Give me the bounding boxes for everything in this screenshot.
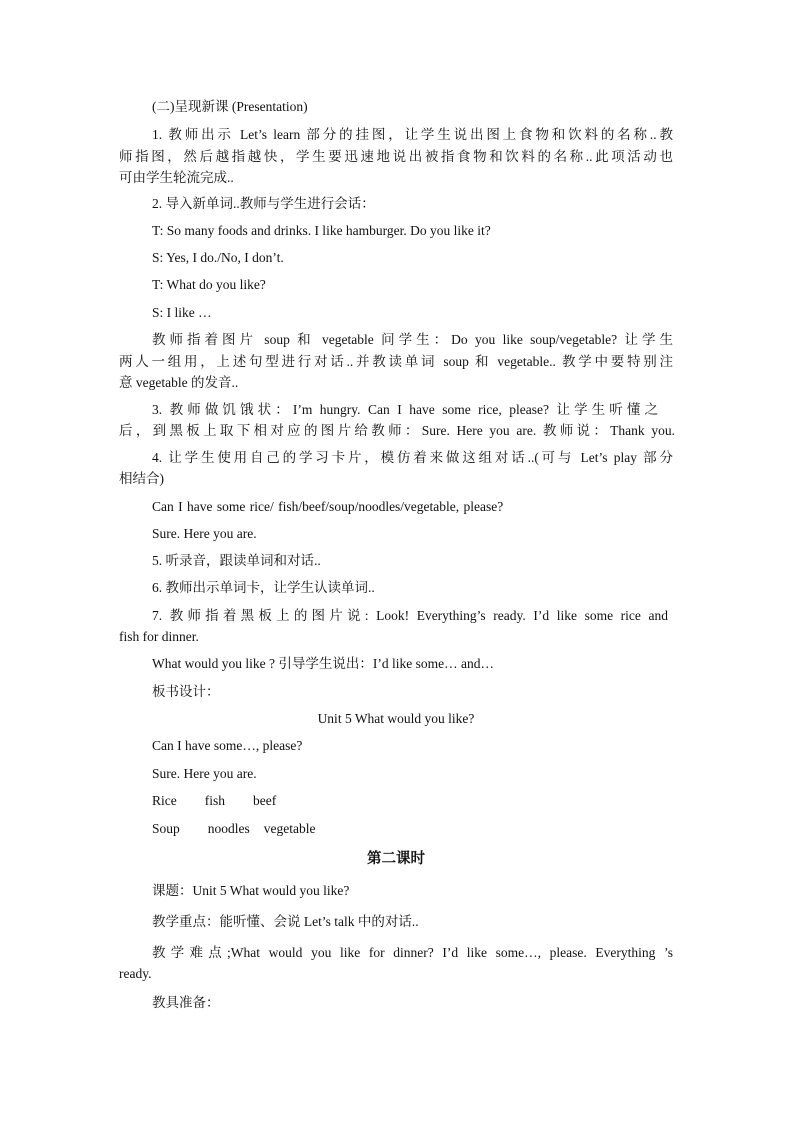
board-word: Soup bbox=[152, 821, 180, 836]
board-design-label: 板书设计： bbox=[152, 684, 220, 699]
paragraph-line: 师指图，然后越指越快，学生要迅速地说出被指食物和饮料的名称..此项活动也 bbox=[119, 149, 673, 164]
board-word: fish bbox=[204, 793, 225, 808]
teaching-aids: 教具准备： bbox=[152, 995, 220, 1010]
board-word: beef bbox=[253, 793, 277, 808]
paragraph-line: 3. 教师做饥饿状：I’m hungry. Can I have some rice, please? 让学生听懂之 bbox=[152, 402, 658, 417]
board-word-row bbox=[152, 792, 276, 810]
difficult-points-cont: ready. bbox=[119, 966, 152, 981]
section-heading: (二)呈现新课 (Presentation) bbox=[152, 99, 308, 114]
board-word: noodles bbox=[207, 821, 250, 836]
paragraph-line: 两人一组用，上述句型进行对话..并教读单词 soup 和 vegetable.. 教学中要特别注 bbox=[119, 354, 673, 369]
paragraph-line: fish for dinner. bbox=[119, 629, 199, 644]
paragraph-line: 意 vegetable 的发音.. bbox=[119, 375, 239, 390]
dialogue-line: S: I like … bbox=[152, 305, 212, 320]
paragraph-line: 1. 教师出示 Let’s learn 部分的挂图，让学生说出图上食物和饮料的名称..教 bbox=[152, 127, 673, 142]
board-word-row bbox=[152, 820, 316, 838]
dialogue-line: S: Yes, I do./No, I don’t. bbox=[152, 250, 284, 265]
key-points: 教学重点：能听懂、会说 Let’s talk 中的对话.. bbox=[152, 914, 419, 929]
lesson-topic: 课题：Unit 5 What would you like? bbox=[152, 883, 350, 898]
paragraph-line: What would you like ? 引导学生说出：I’d like some… and… bbox=[152, 656, 494, 671]
paragraph-line: 7. 教师指着黑板上的图片说: Look! Everything’s ready. I’d like some rice and bbox=[152, 608, 668, 623]
paragraph-line: 5. 听录音，跟读单词和对话.. bbox=[152, 553, 321, 568]
dialogue-line: Can I have some rice/ fish/beef/soup/noodles/vegetable, please? bbox=[152, 499, 504, 514]
paragraph-line: 6. 教师出示单词卡，让学生认读单词.. bbox=[152, 580, 375, 595]
board-title: Unit 5 What would you like? bbox=[317, 711, 475, 726]
paragraph-line: 后，到黑板上取下相对应的图片给教师：Sure. Here you are. 教师说：Thank you. bbox=[119, 423, 675, 438]
paragraph-line: 可由学生轮流完成.. bbox=[119, 170, 234, 185]
paragraph-line: 教师指着图片 soup 和 vegetable 问学生：Do you like soup/vegetable? 让学生 bbox=[152, 332, 673, 347]
board-line: Can I have some…, please? bbox=[152, 738, 303, 753]
lesson-heading: 第二课时 bbox=[367, 851, 425, 867]
dialogue-line: Sure. Here you are. bbox=[152, 526, 257, 541]
paragraph-line: 2. 导入新单词..教师与学生进行会话： bbox=[152, 196, 375, 211]
paragraph-line: 相结合) bbox=[119, 471, 164, 486]
board-word: vegetable bbox=[263, 821, 316, 836]
paragraph-line: 4. 让学生使用自己的学习卡片，模仿着来做这组对话..(可与 Let’s play 部分 bbox=[152, 450, 673, 465]
dialogue-line: T: What do you like? bbox=[152, 277, 266, 292]
board-word: Rice bbox=[152, 793, 177, 808]
board-line: Sure. Here you are. bbox=[152, 766, 257, 781]
difficult-points: 教学难点;What would you like for dinner? I’d like some…, please. Everything ’s bbox=[152, 945, 673, 960]
dialogue-line: T: So many foods and drinks. I like hamburger. Do you like it? bbox=[152, 223, 491, 238]
